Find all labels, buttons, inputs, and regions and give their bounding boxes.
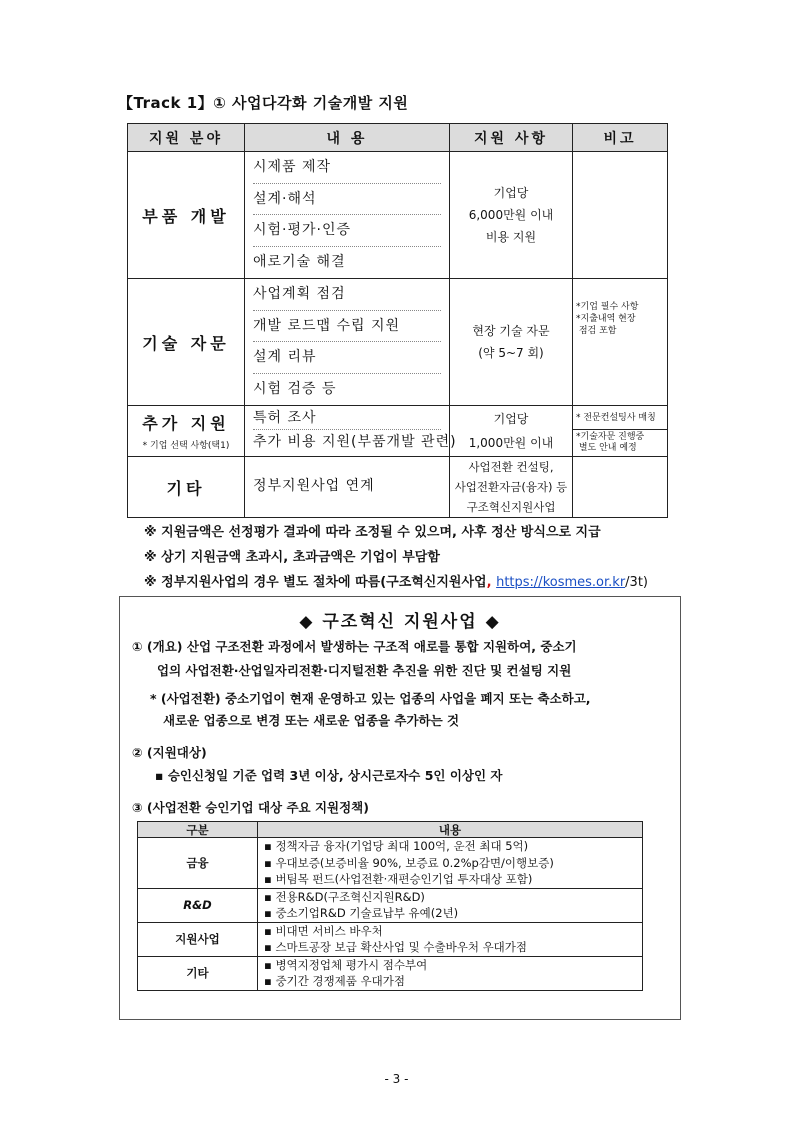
- note-comma: ,: [486, 575, 492, 590]
- box-title: ◆ 구조혁신 지원사업 ◆: [299, 612, 501, 632]
- table-row: [128, 152, 668, 279]
- remarks-cell: [573, 152, 668, 279]
- content-item: 애로기술 해결: [253, 253, 346, 270]
- note-line: [144, 570, 648, 595]
- support-line: 기업당: [493, 412, 529, 426]
- note-line: ※ 지원금액은 선정평가 결과에 따라 조정될 수 있으며, 사후 정산 방식으로 지급: [144, 525, 601, 540]
- remarks-cell: [573, 406, 668, 457]
- content-item: 시험·평가·인증: [253, 215, 441, 247]
- category-additional-support: [128, 406, 245, 457]
- support-line: 사업전환 컨설팅,: [468, 460, 554, 474]
- notes-section: [144, 520, 648, 595]
- support-line: 사업전환자금(융자) 등: [454, 480, 568, 494]
- row-label: 금융: [138, 838, 258, 889]
- support-cell: [450, 152, 573, 279]
- content-item: 추가 비용 지원(부품개발 관련): [253, 434, 457, 450]
- row-content: [258, 956, 643, 990]
- content-item: 설계·해석: [253, 184, 441, 216]
- policy-title: ③ (사업전환 승인기업 대상 주요 지원정책): [132, 800, 369, 815]
- table-row: [138, 922, 643, 956]
- content-item: 시제품 제작: [253, 152, 441, 184]
- support-cell: [450, 279, 573, 406]
- support-line: 6,000만원 이내: [468, 208, 554, 222]
- table-row: [128, 457, 668, 518]
- table-row: [128, 279, 668, 406]
- support-cell: [450, 457, 573, 518]
- row-item: ▪ 중소기업R&D 기술료납부 유예(2년): [264, 906, 459, 920]
- remark-line: *기업 필수 사항: [576, 302, 639, 312]
- row-content: [258, 838, 643, 889]
- note-text: ※ 정부지원사업의 경우 별도 절차에 따름(구조혁신지원사업: [144, 575, 487, 590]
- table-row: [138, 838, 643, 889]
- content-cell: [245, 406, 457, 457]
- support-table: [127, 123, 668, 518]
- header-field: 지원 분야: [128, 124, 245, 152]
- remark-line: 별도 안내 예정: [576, 443, 637, 453]
- content-item: 개발 로드맵 수립 지원: [253, 311, 441, 343]
- header-support: 지원 사항: [450, 124, 573, 152]
- row-item: ▪ 버팀목 펀드(사업전환·재편승인기업 투자대상 포함): [264, 872, 533, 886]
- category-sub-label: * 기업 선택 사항(택1): [142, 441, 230, 451]
- track-title: 【Track 1】① 사업다각화 기술개발 지원: [118, 94, 409, 112]
- remark-line: * 전문컨설팅사 매칭: [573, 406, 667, 430]
- table-row: [138, 956, 643, 990]
- row-item: ▪ 전용R&D(구조혁신지원R&D): [264, 889, 425, 904]
- row-content: [258, 922, 643, 956]
- row-label: R&D: [138, 888, 258, 922]
- overview-note-1: * (사업전환) 중소기업이 현재 운영하고 있는 업종의 사업을 폐지 또는 축소하고,: [150, 691, 591, 706]
- content-cell: [245, 457, 450, 518]
- content-item: 설계 리뷰: [253, 342, 441, 374]
- row-item: ▪ 정책자금 융자(기업당 최대 100억, 운전 최대 5억): [264, 839, 529, 853]
- remarks-cell: [573, 279, 668, 406]
- category-tech-consulting: 기술 자문: [128, 279, 245, 406]
- support-cell: [450, 406, 573, 457]
- support-table-header: [128, 124, 668, 152]
- content-item: 시험 검증 등: [253, 380, 337, 397]
- row-item: ▪ 우대보증(보증비율 90%, 보증료 0.2%p감면/이행보증): [264, 855, 554, 870]
- table-row: [138, 888, 643, 922]
- policy-table-header: [138, 822, 643, 838]
- kosmes-link[interactable]: https://kosmes.or.kr: [496, 575, 626, 590]
- support-line: 구조혁신지원사업: [466, 500, 556, 514]
- content-cell: [245, 279, 450, 406]
- category-other: 기타: [128, 457, 245, 518]
- page-number: - 3 -: [384, 1072, 409, 1086]
- row-item: ▪ 병역지정업체 평가시 점수부여: [264, 957, 428, 972]
- header-content: 내 용: [245, 124, 450, 152]
- header-category: 구분: [138, 822, 258, 838]
- row-item: ▪ 중기간 경쟁제품 우대가점: [264, 974, 405, 988]
- remark-line: *지출내역 현장: [576, 314, 636, 324]
- support-line: 기업당: [493, 186, 529, 200]
- content-item: 특허 조사: [253, 406, 441, 430]
- category-parts-development: 부품 개발: [128, 152, 245, 279]
- row-label: 기타: [138, 956, 258, 990]
- content-item: 사업계획 점검: [253, 279, 441, 311]
- support-line: 현장 기술 자문: [472, 324, 550, 338]
- row-item: ▪ 비대면 서비스 바우처: [264, 923, 383, 938]
- support-line: (약 5~7 회): [478, 346, 544, 360]
- overview-line-1: ① (개요) 산업 구조전환 과정에서 발생하는 구조적 애로를 통합 지원하여, 중소기: [132, 639, 577, 654]
- overview-note-2: 새로운 업종으로 변경 또는 새로운 업종을 추가하는 것: [163, 713, 460, 728]
- support-line: 비용 지원: [485, 230, 537, 244]
- row-content: [258, 888, 643, 922]
- row-label: 지원사업: [138, 922, 258, 956]
- overview-line-2: 업의 사업전환·산업일자리전환·디지털전환 추진을 위한 진단 및 컨설팅 지원: [157, 663, 572, 678]
- note-tail: /3t): [625, 575, 648, 590]
- remarks-cell: [573, 457, 668, 518]
- header-content: 내용: [258, 822, 643, 838]
- table-row: [128, 406, 668, 457]
- row-item: ▪ 스마트공장 보급 확산사업 및 수출바우처 우대가점: [264, 940, 528, 954]
- content-item: 정부지원사업 연계: [253, 478, 375, 495]
- policy-table: [137, 821, 643, 991]
- support-line: 1,000만원 이내: [468, 436, 554, 450]
- target-item: ▪ 승인신청일 기준 업력 3년 이상, 상시근로자수 5인 이상인 자: [155, 768, 503, 783]
- remark-line: 점검 포함: [576, 326, 617, 336]
- category-label: 추가 지원: [142, 414, 230, 433]
- header-remarks: 비고: [573, 124, 668, 152]
- note-line: ※ 상기 지원금액 초과시, 초과금액은 기업이 부담함: [144, 550, 440, 565]
- content-cell: [245, 152, 450, 279]
- remark-line: *기술자문 진행중: [576, 432, 645, 442]
- target-title: ② (지원대상): [132, 745, 207, 760]
